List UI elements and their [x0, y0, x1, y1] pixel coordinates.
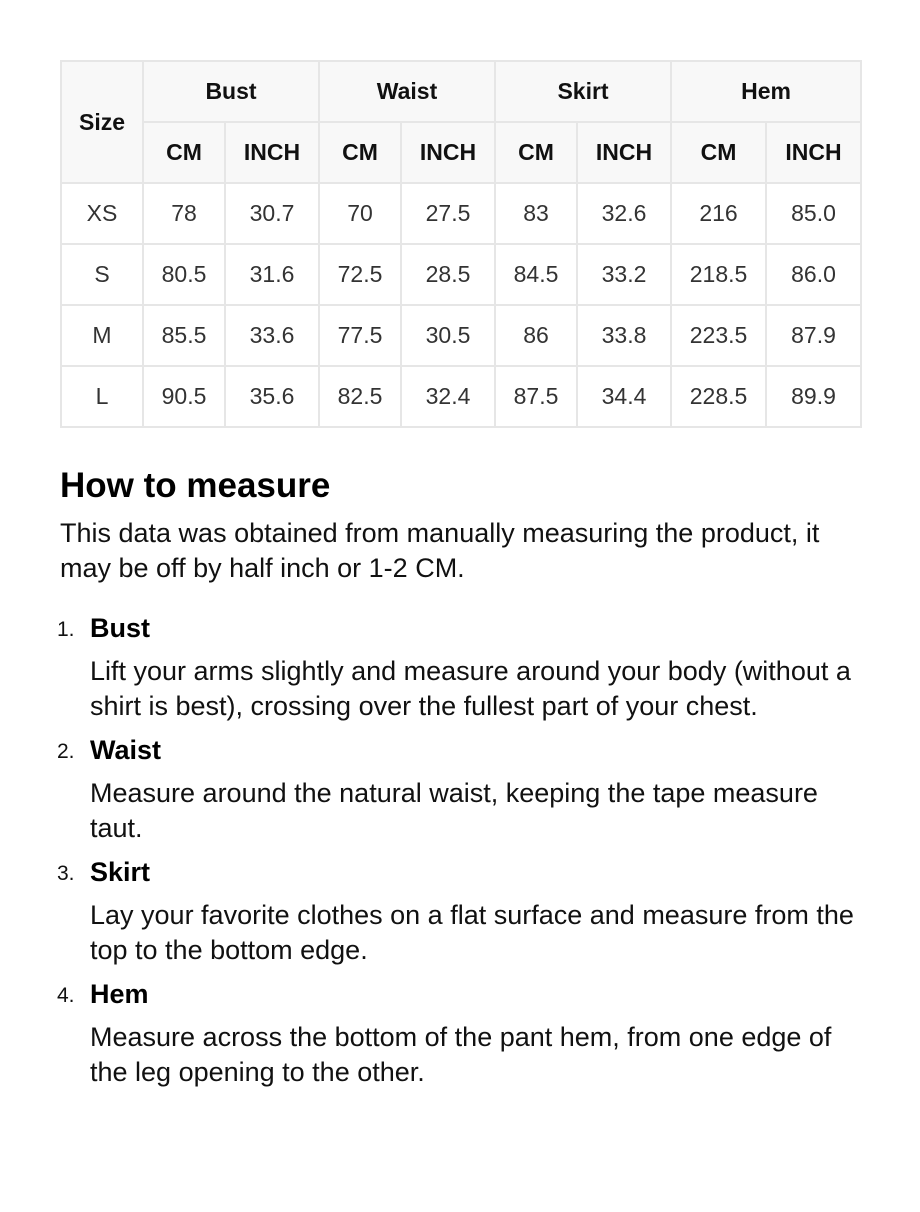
table-cell: 32.4	[401, 366, 495, 427]
table-cell: 228.5	[671, 366, 766, 427]
step-number: 2.	[57, 740, 75, 763]
size-guide	[57, 60, 860, 1098]
table-cell: 31.6	[225, 244, 319, 305]
table-cell: 33.8	[577, 305, 671, 366]
size-label: XS	[61, 183, 143, 244]
table-row	[61, 366, 861, 427]
table-cell: 216	[671, 183, 766, 244]
size-label: L	[61, 366, 143, 427]
step-number: 3.	[57, 862, 75, 885]
table-cell: 27.5	[401, 183, 495, 244]
table-cell: 30.5	[401, 305, 495, 366]
table-cell: 85.5	[143, 305, 225, 366]
unit-header: CM	[495, 122, 577, 183]
step-title: Waist	[90, 735, 162, 765]
list-item	[57, 976, 860, 1090]
table-cell: 72.5	[319, 244, 401, 305]
table-cell: 78	[143, 183, 225, 244]
table-cell: 87.9	[766, 305, 861, 366]
measure-steps-list	[57, 610, 860, 1090]
step-description: Lay your favorite clothes on a flat surface and measure from the top to the bottom edge.	[90, 900, 854, 965]
list-item	[57, 854, 860, 968]
table-cell: 89.9	[766, 366, 861, 427]
step-description: Measure around the natural waist, keeping the tape measure taut.	[90, 778, 818, 843]
size-column-header: Size	[61, 61, 143, 183]
table-cell: 70	[319, 183, 401, 244]
table-row	[61, 183, 861, 244]
size-label: M	[61, 305, 143, 366]
waist-header: Waist	[319, 61, 495, 122]
how-to-measure-title: How to measure	[60, 466, 331, 505]
table-cell: 82.5	[319, 366, 401, 427]
table-cell: 33.2	[577, 244, 671, 305]
bust-header: Bust	[143, 61, 319, 122]
table-cell: 87.5	[495, 366, 577, 427]
table-group-header-row	[61, 61, 861, 122]
table-cell: 77.5	[319, 305, 401, 366]
table-cell: 34.4	[577, 366, 671, 427]
unit-header: CM	[143, 122, 225, 183]
list-item	[57, 610, 860, 724]
size-label: S	[61, 244, 143, 305]
step-number: 1.	[57, 618, 75, 641]
table-cell: 85.0	[766, 183, 861, 244]
table-cell: 32.6	[577, 183, 671, 244]
table-cell: 33.6	[225, 305, 319, 366]
table-cell: 28.5	[401, 244, 495, 305]
hem-header: Hem	[671, 61, 861, 122]
step-title: Hem	[90, 979, 149, 1009]
unit-header: CM	[671, 122, 766, 183]
table-cell: 223.5	[671, 305, 766, 366]
table-cell: 86	[495, 305, 577, 366]
table-cell: 80.5	[143, 244, 225, 305]
step-description: Measure across the bottom of the pant hem, from one edge of the leg opening to the other.	[90, 1022, 832, 1087]
unit-header: INCH	[401, 122, 495, 183]
step-title: Bust	[90, 613, 150, 643]
table-cell: 218.5	[671, 244, 766, 305]
unit-header: INCH	[225, 122, 319, 183]
measure-intro-text: This data was obtained from manually measuring the product, it may be off by half inch or 1-2 CM.	[60, 518, 820, 583]
skirt-header: Skirt	[495, 61, 671, 122]
table-cell: 35.6	[225, 366, 319, 427]
size-chart-table	[60, 60, 862, 428]
step-title: Skirt	[90, 857, 151, 887]
unit-header: INCH	[766, 122, 861, 183]
step-number: 4.	[57, 984, 75, 1007]
step-description: Lift your arms slightly and measure around your body (without a shirt is best), crossing over the fullest part of your chest.	[90, 656, 851, 721]
table-row	[61, 244, 861, 305]
table-cell: 86.0	[766, 244, 861, 305]
unit-header: CM	[319, 122, 401, 183]
table-unit-header-row	[61, 122, 861, 183]
unit-header: INCH	[577, 122, 671, 183]
table-cell: 90.5	[143, 366, 225, 427]
table-cell: 84.5	[495, 244, 577, 305]
list-item	[57, 732, 860, 846]
table-row	[61, 305, 861, 366]
table-cell: 30.7	[225, 183, 319, 244]
table-cell: 83	[495, 183, 577, 244]
